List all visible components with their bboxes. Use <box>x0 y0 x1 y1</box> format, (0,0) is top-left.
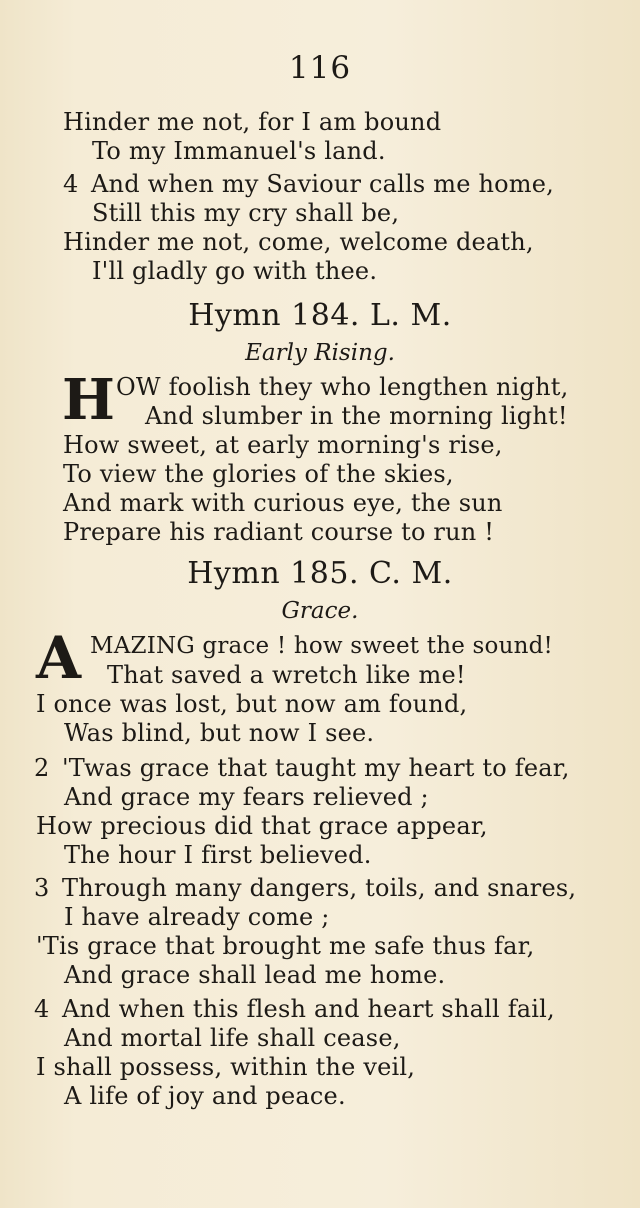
hymn-185-subtitle: Grace. <box>281 598 359 624</box>
verse-line: That saved a wretch like me! <box>107 661 466 689</box>
verse-line: And grace my fears relieved ; <box>64 783 429 811</box>
verse-text: 'Twas grace that taught my heart to fear, <box>62 754 570 782</box>
verse-line: And mortal life shall cease, <box>64 1024 401 1052</box>
drop-cap: H <box>62 367 115 433</box>
verse-line: How precious did that grace appear, <box>36 812 488 840</box>
verse-line: To view the glories of the skies, <box>63 460 454 488</box>
drop-cap: A <box>36 624 82 692</box>
verse-line: A life of joy and peace. <box>64 1082 346 1110</box>
verse-line: I once was lost, but now am found, <box>36 690 468 718</box>
stanza-number: 4 <box>63 170 79 198</box>
verse-text: And when this flesh and heart shall fail, <box>62 995 555 1023</box>
verse-line <box>34 995 555 1023</box>
verse-line: MAZING grace ! how sweet the sound! <box>90 633 553 659</box>
verse-line: To my Immanuel's land. <box>92 137 386 165</box>
verse-line: I'll gladly go with thee. <box>92 257 378 285</box>
verse-line: And mark with curious eye, the sun <box>63 489 503 517</box>
verse-line: I have already come ; <box>64 903 330 931</box>
verse-line: I shall possess, within the veil, <box>36 1053 416 1081</box>
hymn-184-title: Hymn 184. L. M. <box>188 298 452 333</box>
verse-line: Prepare his radiant course to run ! <box>63 518 495 546</box>
verse-line: And slumber in the morning light! <box>145 402 568 430</box>
verse-line <box>34 874 576 902</box>
stanza-number: 4 <box>34 995 50 1023</box>
verse-line: Still this my cry shall be, <box>92 199 400 227</box>
verse-line: And grace shall lead me home. <box>64 961 446 989</box>
hymn-185-title: Hymn 185. C. M. <box>187 556 453 591</box>
verse-text: Through many dangers, toils, and snares, <box>62 874 577 902</box>
verse-line: Was blind, but now I see. <box>64 719 375 747</box>
hymn-184-subtitle: Early Rising. <box>245 340 395 366</box>
verse-line: Hinder me not, come, welcome death, <box>63 228 534 256</box>
verse-line: Hinder me not, for I am bound <box>63 108 442 136</box>
verse-line <box>34 754 570 782</box>
stanza-number: 3 <box>34 874 50 902</box>
verse-line <box>63 170 554 198</box>
verse-line: How sweet, at early morning's rise, <box>63 431 503 459</box>
page-number: 116 <box>288 50 352 86</box>
verse-line: 'Tis grace that brought me safe thus far, <box>36 932 535 960</box>
verse-text: And when my Saviour calls me home, <box>91 170 554 198</box>
verse-line: The hour I first believed. <box>64 841 372 869</box>
stanza-number: 2 <box>34 754 50 782</box>
verse-line: OW foolish they who lengthen night, <box>116 373 569 401</box>
